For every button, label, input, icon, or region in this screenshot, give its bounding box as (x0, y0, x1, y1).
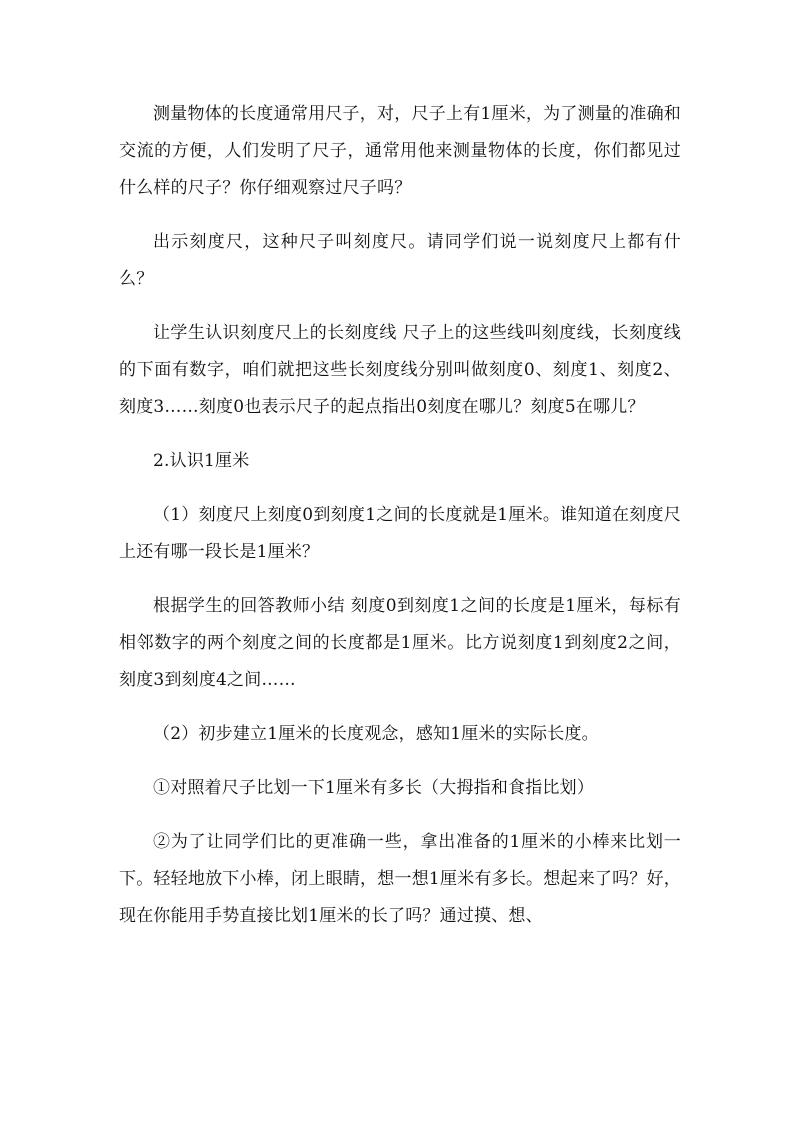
paragraph-show-ruler: 出示刻度尺，这种尺子叫刻度尺。请同学们说一说刻度尺上都有什么？ (119, 232, 681, 289)
paragraph-intro-ruler: 测量物体的长度通常用尺子，对，尺子上有1厘米，为了测量的准确和交流的方便，人们发明了尺子，通常用他来测量物体的长度，你们都见过什么样的尺子？你仔细观察过尺子吗？ (119, 104, 681, 198)
paragraph-step-1: （1）刻度尺上刻度0到刻度1之间的长度就是1厘米。谁知道在刻度尺上还有哪一段长是1厘米？ (119, 505, 681, 562)
paragraph-step-2: （2）初步建立1厘米的长度观念，感知1厘米的实际长度。 (153, 724, 599, 744)
section-heading-1cm: 2.认识1厘米 (153, 451, 250, 471)
paragraph-scale-lines: 让学生认识刻度尺上的长刻度线 尺子上的这些线叫刻度线，长刻度线的下面有数字，咱们就把这些长刻度线分别叫做刻度0、刻度1、刻度2、刻度3……刻度0也表示尺子的起点指出0刻度在哪儿？刻度5在哪儿？ (119, 323, 681, 417)
paragraph-gesture: ①对照着尺子比划一下1厘米有多长（大拇指和食指比划） (153, 778, 595, 798)
document-body (119, 96, 681, 952)
paragraph-stick: ②为了让同学们比的更准确一些，拿出准备的1厘米的小棒来比划一下。轻轻地放下小棒，闭上眼睛，想一想1厘米有多长。想起来了吗？好，现在你能用手势直接比划1厘米的长了吗？通过摸、想、 (119, 832, 681, 926)
paragraph-summary: 根据学生的回答教师小结 刻度0到刻度1之间的长度是1厘米，每标有相邻数字的两个刻度之间的长度都是1厘米。比方说刻度1到刻度2之间，刻度3到刻度4之间…… (119, 596, 681, 690)
